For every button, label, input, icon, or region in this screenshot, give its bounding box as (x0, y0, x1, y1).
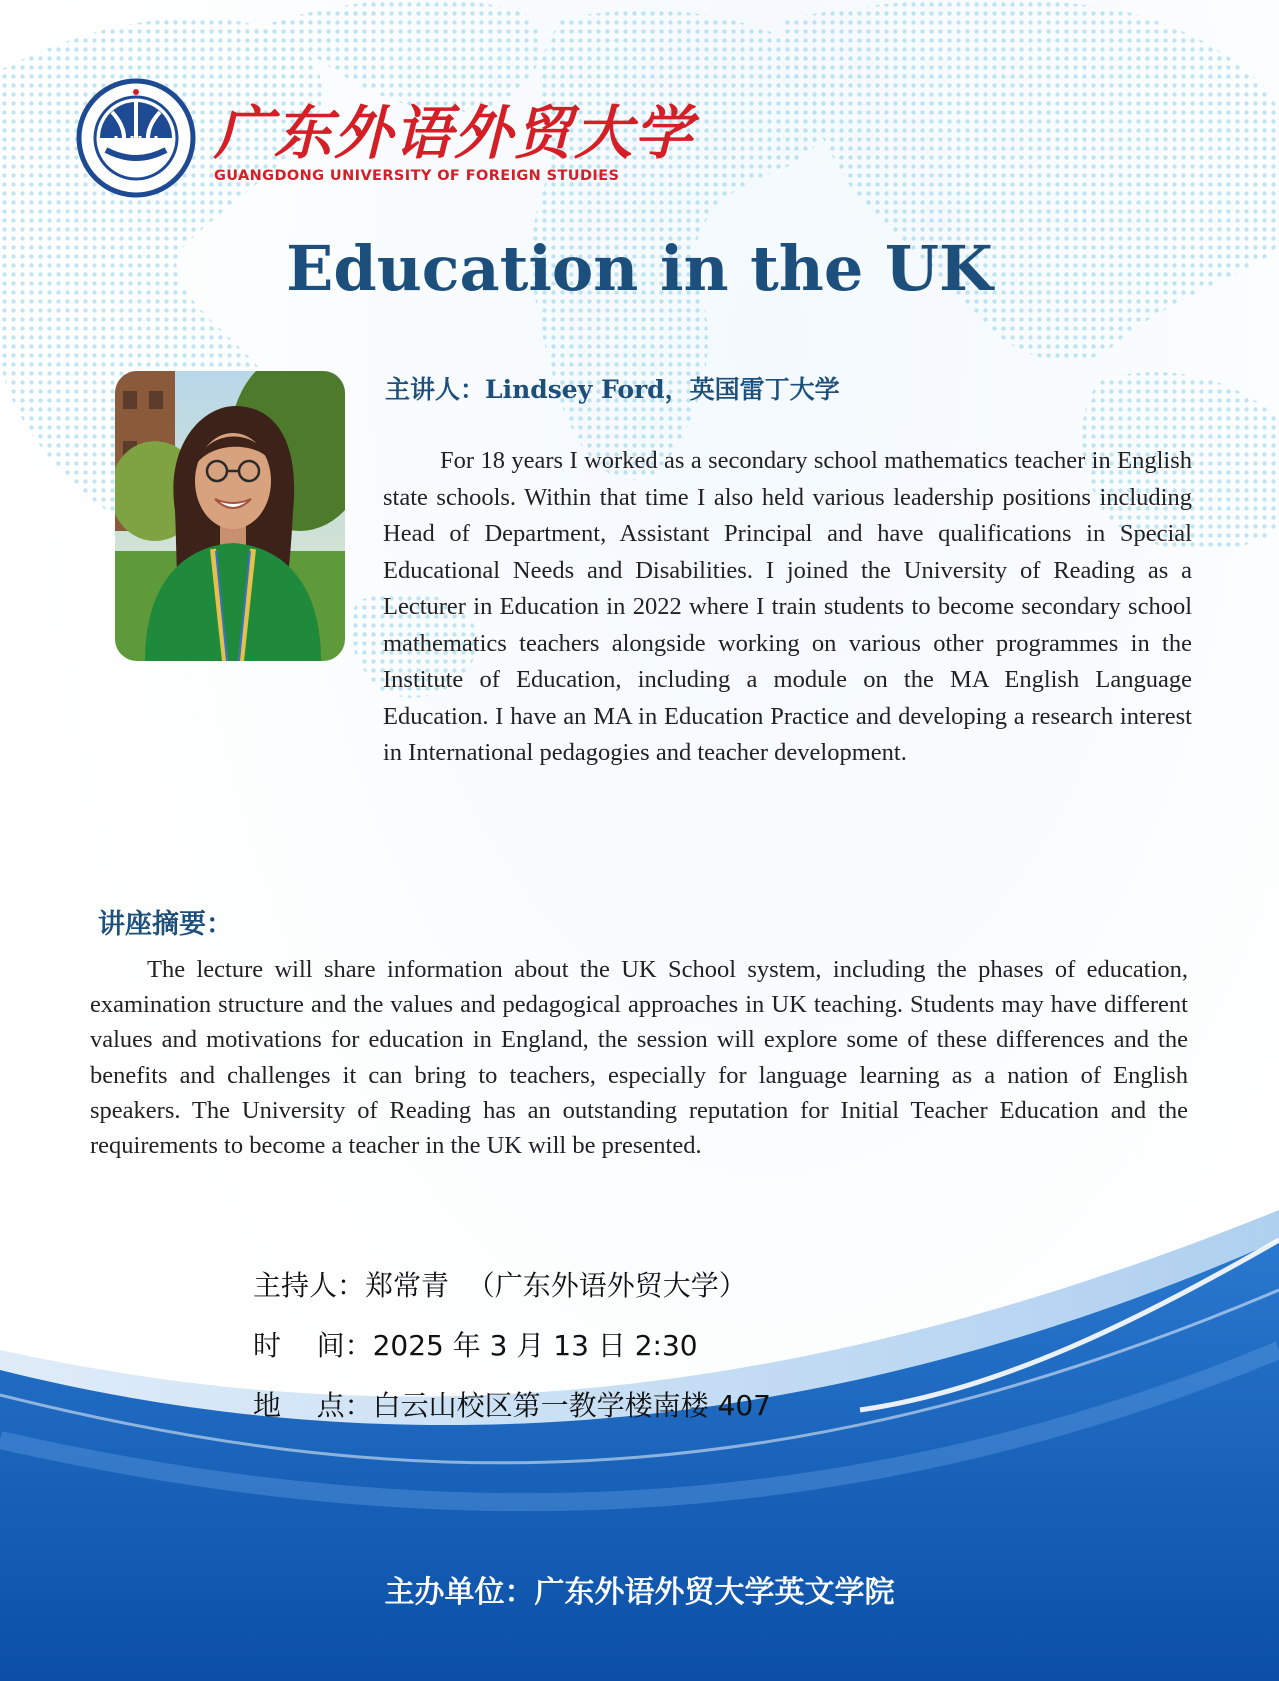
host-info: 主持人：郑常青 （广东外语外贸大学） (253, 1269, 747, 1302)
lecture-title: Education in the UK (286, 232, 993, 305)
abstract-text: The lecture will share information about the UK School system, including the phases of education, examination structure and the values and pedagogical approaches in UK teaching. Students may have different values and motivations for education in England, the session will explore some of these differences and the benefits and challenges it can bring to teachers, especially for language learning as a nation of English speakers. The University of Reading has an outstanding reputation for Initial Teacher Education and the requirements to become a teacher in the UK will be presented. (90, 956, 1188, 1160)
speaker-line: 主讲人：Lindsey Ford，英国雷丁大学 (385, 375, 840, 404)
university-emblem-logo (76, 78, 196, 198)
university-english-name: GUANGDONG UNIVERSITY OF FOREIGN STUDIES (214, 168, 620, 184)
speaker-photo (115, 371, 345, 661)
university-chinese-name-logotype: 广东外语外贸大学 (214, 99, 695, 167)
time-info: 时 间：2025 年 3 月 13 日 2:30 (253, 1329, 698, 1362)
speaker-bio: For 18 years I worked as a secondary school mathematics teacher in English state schools. Within that time I also held various leadership positions including Head of Department, Assistant Principal and have qualifications in Special Educational Needs and Disabilities. I joined the University of Reading as a Lecturer in Education in 2022 where I train students to become secondary school mathematics teachers alongside working on various other programmes in the Institute of Education, including a module on the MA English Language Education. I have an MA in Education Practice and developing a research interest in International pedagogies and teacher development. (383, 447, 1192, 766)
abstract-heading: 讲座摘要： (98, 909, 233, 940)
location-info: 地 点：白云山校区第一教学楼南楼 407 (253, 1389, 771, 1422)
organizer-line: 主办单位：广东外语外贸大学英文学院 (384, 1575, 895, 1610)
